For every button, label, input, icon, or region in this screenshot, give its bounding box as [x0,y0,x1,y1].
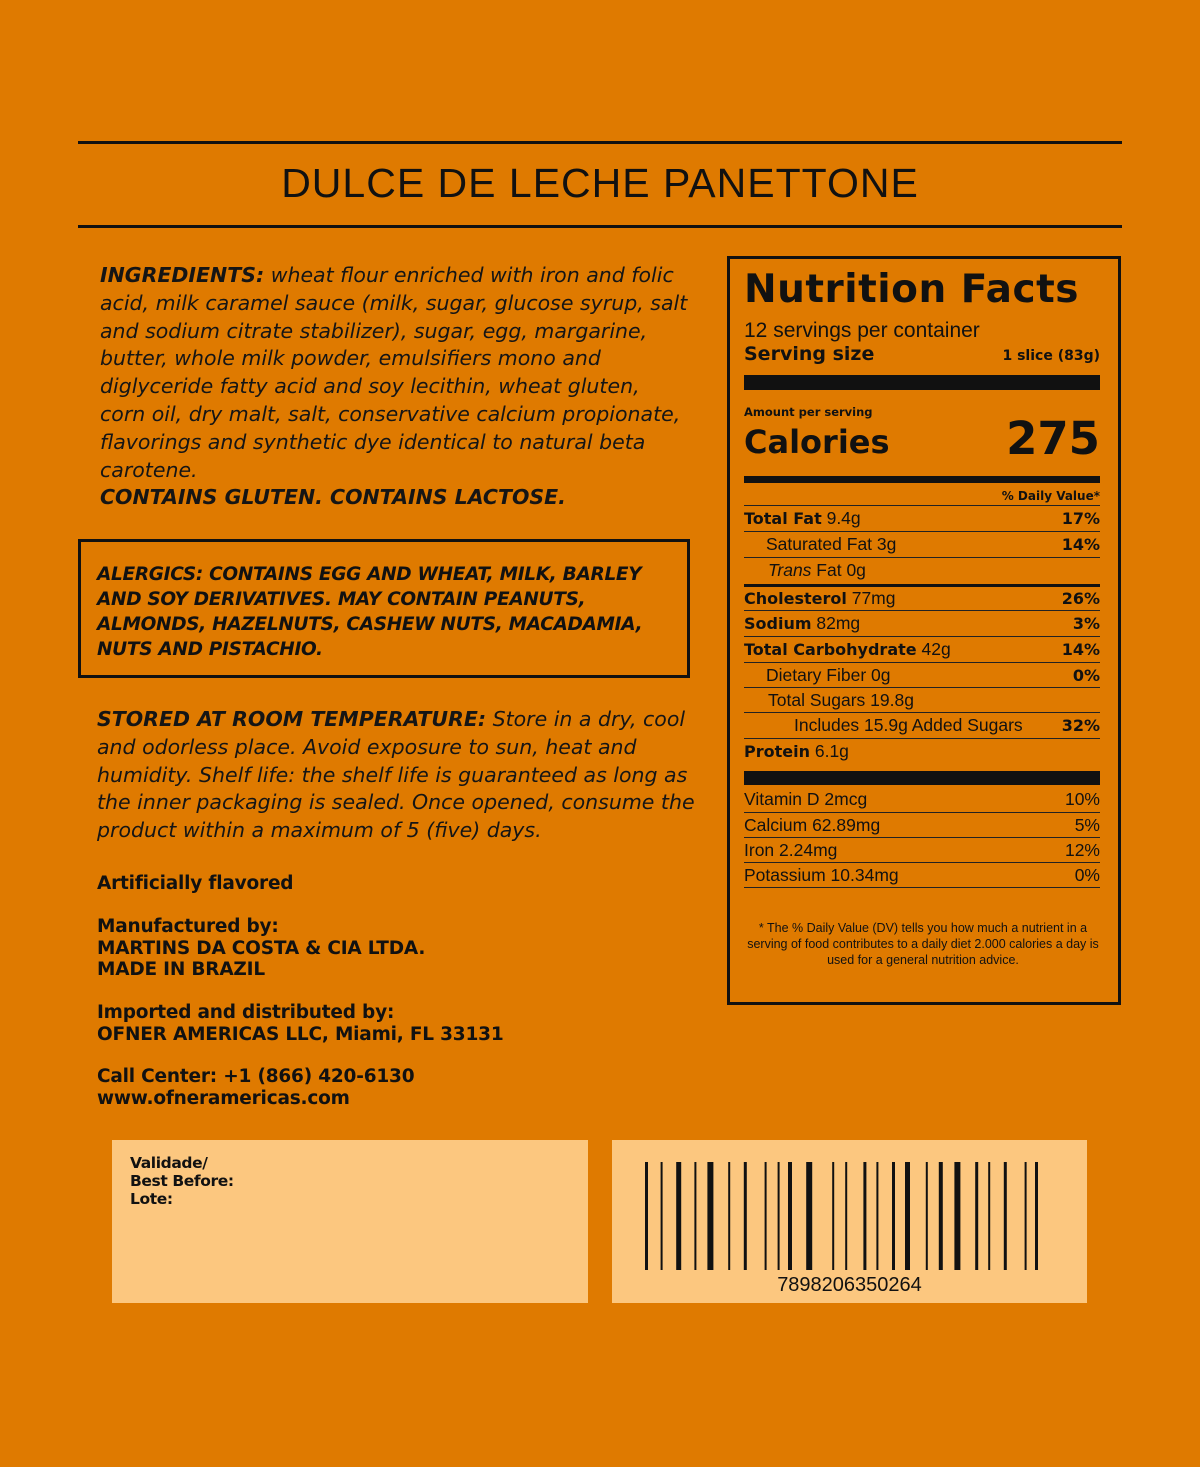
vitamin-daily-value: 0% [1074,864,1100,885]
vitamin-daily-value: 10% [1064,789,1100,809]
nutrient-label: Includes 15.9g Added Sugars [794,715,1023,735]
contact-block [97,1066,414,1109]
nutrient-label: Dietary Fiber 0g [766,665,891,685]
vitamin-daily-value: 5% [1074,814,1100,835]
nutrient-row [744,610,1100,636]
thick-divider [744,375,1100,390]
lot-lines [130,1154,234,1208]
serving-size-label: Serving size [744,343,875,365]
serving-size-row [744,343,1100,365]
flavor-note-block [97,873,293,895]
allergen-text: ALERGICS: CONTAINS EGG AND WHEAT, MILK, BARLEY AND SOY DERIVATIVES. MAY CONTAIN PEANUTS, ALMONDS, HAZELNUTS, CASHEW NUTS, MACADAMIA, NUTS AND PISTACHIO. [97,564,643,660]
ingredients-paragraph [100,262,690,512]
best-before-label: Best Before: [130,1172,234,1190]
barcode-number: 7898206350264 [777,1274,922,1296]
lot-info-box [112,1140,588,1303]
calories-row [744,409,1100,465]
vitamin-label: Vitamin D 2mcg [744,789,868,809]
allergen-box [78,539,690,678]
nutrition-title: Nutrition Facts [744,267,1079,312]
manufacturer-origin: MADE IN BRAZIL [97,959,265,980]
vitamin-row [744,787,1100,813]
nutrient-daily-value: 32% [1061,716,1100,735]
nutrient-label: Sodium 82mg [744,613,861,633]
vitamin-row [744,837,1100,863]
daily-value-header: % Daily Value* [1001,489,1100,503]
ingredients-text: wheat flour enriched with iron and folic acid, milk caramel sauce (milk, sugar, glucose syrup, salt and sodium citrate stabilizer), sugar, egg, margarine, butter, whole milk powder, emulsifiers mono and diglyceride fatty acid and soy lecithin, wheat gluten, corn oil, dry malt, salt, conservative calcium propionate, flavorings and synthetic dye identical to natural beta carotene. [100,263,688,482]
amount-per-serving: Amount per serving [744,405,873,419]
call-center: Call Center: +1 (866) 420-6130 [97,1066,415,1087]
nutrient-label: Saturated Fat 3g [766,534,897,554]
nutrient-daily-value: 14% [1061,640,1100,659]
importer-name: OFNER AMERICAS LLC, Miami, FL 33131 [97,1023,504,1045]
nutrient-row [744,712,1100,738]
daily-value-footnote: * The % Daily Value (DV) tells you how much a nutrient in a serving of food contributes to a daily diet 2.000 calories a day is used for a general nutrition advice. [747,921,1099,967]
nutrient-row [744,687,1100,713]
validity-label: Validade/ [130,1154,208,1172]
nutrient-daily-value: 17% [1061,509,1100,528]
storage-text: Store in a dry, cool and odorless place. Avoid exposure to sun, heat and humidity. Shelf life: the shelf life is guaranteed as long as the inner packaging is sealed. Once opened, consume the product within a maximum of 5 (five) days. [97,707,695,843]
nutrient-daily-value: 3% [1072,614,1100,633]
barcode-icon [645,1162,1055,1272]
barcode-box [612,1140,1087,1303]
contains-warning: CONTAINS GLUTEN. CONTAINS LACTOSE. [100,485,566,510]
calories-value: 275 [1006,412,1100,465]
nutrient-daily-value: 0% [1072,666,1100,685]
nutrient-row [744,505,1100,531]
vitamin-label: Iron 2.24mg [744,839,838,860]
lot-label: Lote: [130,1190,173,1208]
vitamin-label: Calcium 62.89mg [744,814,881,835]
importer-block [97,1002,504,1045]
vitamin-daily-value: 12% [1064,839,1100,860]
servings-per-container: 12 servings per container [744,319,980,342]
serving-size-value: 1 slice (83g) [1002,348,1100,364]
vitamin-row [744,812,1100,838]
storage-label: STORED AT ROOM TEMPERATURE: [97,707,487,731]
vitamin-label: Potassium 10.34mg [744,864,899,885]
manufacturer-name: MARTINS DA COSTA & CIA LTDA. [97,937,426,959]
importer-label: Imported and distributed by: [97,1002,395,1023]
nutrient-row [744,662,1100,688]
product-title: DULCE DE LECHE PANETTONE [281,160,919,206]
title-bottom-rule [78,225,1122,228]
vitamin-divider [744,771,1100,785]
manufacturer-label: Manufactured by: [97,916,279,937]
nutrient-label: Cholesterol 77mg [744,588,896,608]
storage-paragraph [97,706,707,845]
nutrient-row [744,557,1100,583]
calories-label: Calories [744,423,890,461]
nutrient-label: Total Carbohydrate 42g [744,639,951,659]
flavor-note: Artificially flavored [97,873,294,894]
nutrient-daily-value: 26% [1061,589,1100,608]
medium-divider [744,476,1100,483]
nutrition-facts-panel [727,256,1121,1005]
top-rule [78,141,1122,144]
nutrient-row [744,738,1100,764]
website-link[interactable]: www.ofneramericas.com [97,1087,350,1109]
ingredients-label: INGREDIENTS: [100,263,265,287]
nutrient-label: Total Sugars 19.8g [768,690,914,710]
nutrient-label: Total Fat 9.4g [744,508,861,528]
vitamin-row [744,862,1100,888]
manufacturer-block [97,916,425,981]
nutrient-label: Trans Fat 0g [768,560,866,580]
nutrient-daily-value: 14% [1061,535,1100,554]
nutrient-label: Protein 6.1g [744,741,849,761]
nutrient-row [744,531,1100,557]
nutrient-row [744,636,1100,662]
nutrient-row [744,584,1100,610]
